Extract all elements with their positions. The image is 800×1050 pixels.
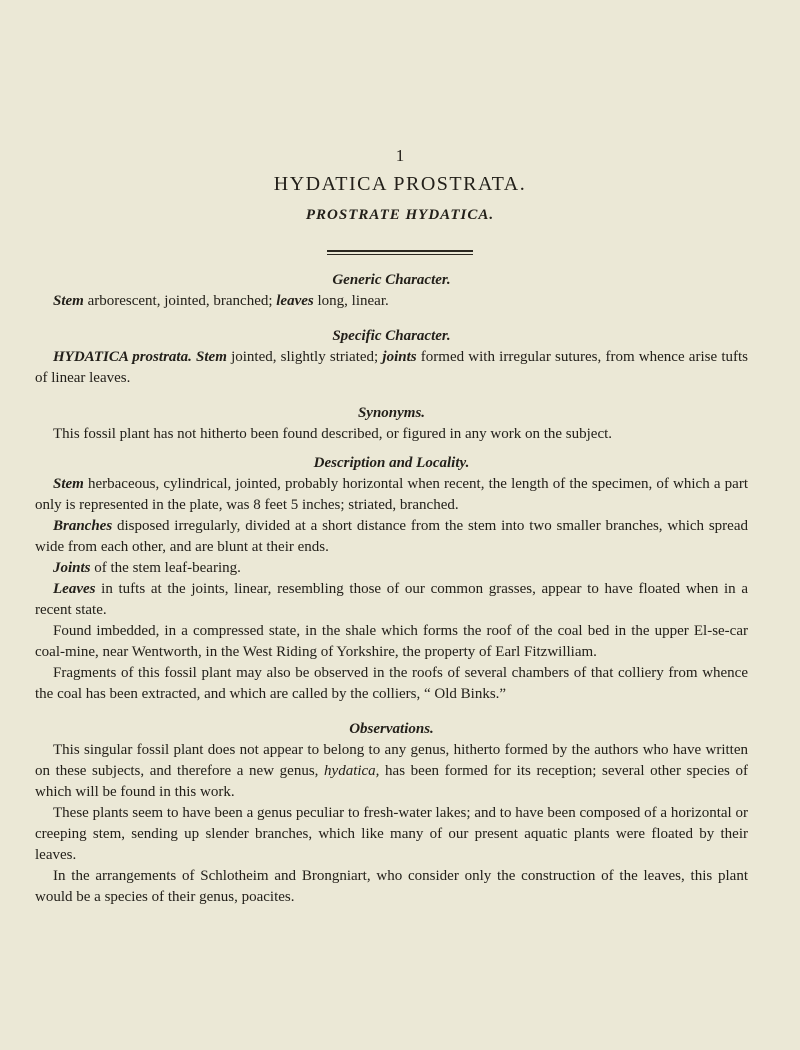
description-fragments: Fragments of this fossil plant may also be observed in the roofs of several chambers of that colliery from whence the coal has been extracted, and which are called by the colliers, “ Old Binks.” [35, 665, 748, 702]
observations-paragraph-1: This singular fossil plant does not appear to belong to any genus, hitherto formed by the authors who have written on these subjects, and therefore a new genus, hydatica, has been formed for its reception; several other species of which will be found in this work. [35, 742, 748, 800]
specific-character-heading: Specific Character. [332, 328, 451, 344]
synonyms-heading: Synonyms. [357, 405, 426, 421]
observations-heading: Observations. [349, 721, 434, 737]
description-joints: Joints of the stem leaf-bearing. [53, 560, 241, 576]
synonyms-text: This fossil plant has not hitherto been found described, or figured in any work on the subject. [53, 426, 613, 442]
generic-character-heading: Generic Character. [332, 272, 451, 288]
double-rule-divider [0, 250, 800, 255]
description-branches: Branches disposed irregularly, divided at a short distance from the stem into two smaller branches, which spread wide from each other, and are blunt at their ends. [35, 518, 748, 555]
document-body [35, 262, 748, 908]
description-stem: Stem herbaceous, cylindrical, jointed, probably horizontal when recent, the length of the specimen, of which a part only is represented in the plate, was 8 feet 5 inches; striated, branched. [35, 476, 748, 513]
page-title: HYDATICA PROSTRATA. [273, 173, 527, 195]
page-number: 1 [395, 146, 405, 165]
generic-character-text: Stem arborescent, jointed, branched; leaves long, linear. [53, 293, 389, 309]
observations-paragraph-3: In the arrangements of Schlotheim and Brongniart, who consider only the construction of the leaves, this plant would be a species of their genus, poacites. [35, 868, 748, 905]
specific-character-text: HYDATICA prostrata. Stem jointed, slightly striated; joints formed with irregular sutures, from whence arise tufts of linear leaves. [35, 349, 748, 386]
page-subtitle: PROSTRATE HYDATICA. [305, 207, 495, 223]
observations-paragraph-2: These plants seem to have been a genus peculiar to fresh-water lakes; and to have been composed of a horizontal or creeping stem, sending up slender branches, which like many of our present aquatic plants were floated by their leaves. [35, 805, 748, 863]
description-found: Found imbedded, in a compressed state, in the shale which forms the roof of the coal bed in the upper El-se-car coal-mine, near Wentworth, in the West Riding of Yorkshire, the property of Earl Fitzwilliam. [35, 623, 748, 660]
description-heading: Description and Locality. [313, 455, 470, 471]
description-leaves: Leaves in tufts at the joints, linear, resembling those of our common grasses, appear to have floated when in a recent state. [35, 581, 748, 618]
